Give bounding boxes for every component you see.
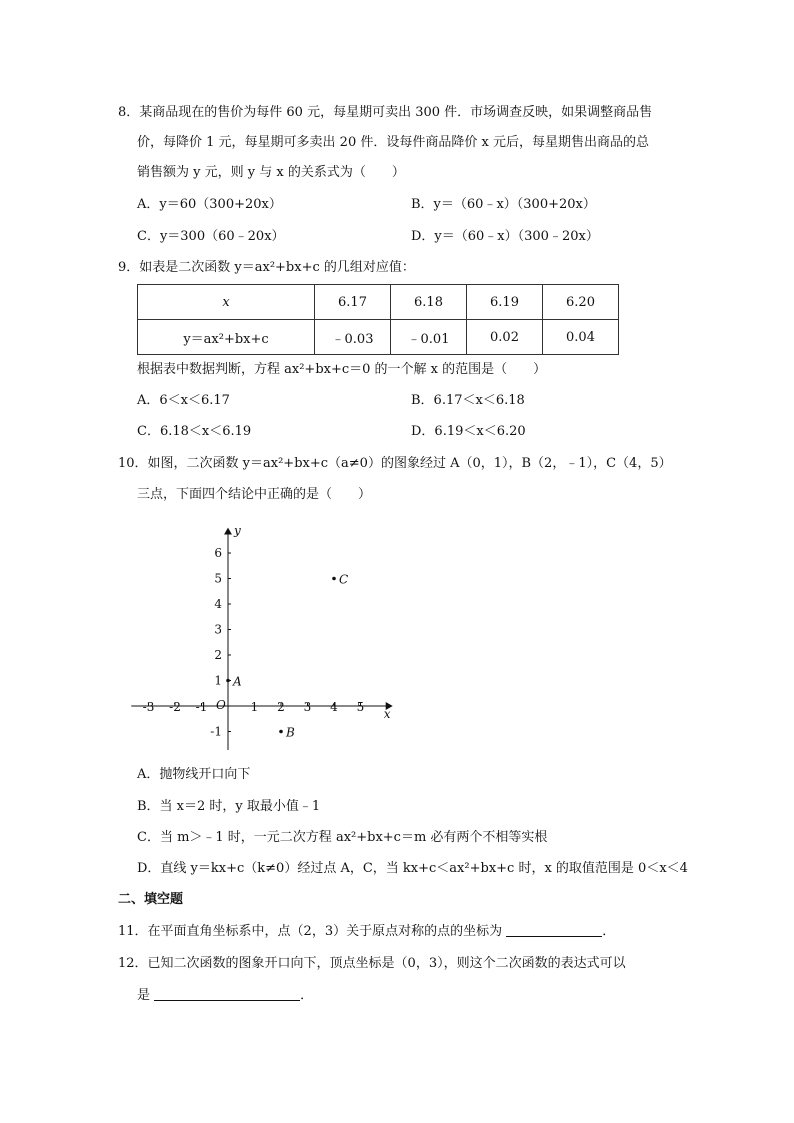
q12-stem-line1: 12．已知二次函数的图象开口向下，顶点坐标是（0，3），则这个二次函数的表达式可以 — [118, 956, 626, 971]
q10-option-c: C．当 m＞﹣1 时，一元二次方程 ax²+bx+c＝m 必有两个不相等实根 — [137, 830, 548, 845]
q11-text: 11．在平面直角坐标系中，点（2，3）关于原点对称的点的坐标为 — [118, 924, 503, 939]
q8-stem-line1: 8．某商品现在的售价为每件 60 元，每星期可卖出 300 件．市场调查反映，如果调整商品售 — [118, 105, 653, 120]
y-tick-label: 4 — [214, 597, 222, 611]
y-tick-label: 3 — [214, 622, 222, 637]
x-tick-label: 1 — [250, 700, 259, 714]
table-cell: 0.04 — [543, 320, 619, 355]
x-tick-label: 4 — [330, 700, 338, 714]
q10-option-a: A．抛物线开口向下 — [137, 767, 251, 782]
q8-option-b: B．y＝（60﹣x）（300+20x） — [411, 197, 596, 212]
table-cell: 6.18 — [391, 285, 467, 320]
table-cell: ﹣0.03 — [315, 320, 391, 355]
q10-stem-line1: 10．如图，二次函数 y＝ax²+bx+c（a≠0）的图象经过 A（0，1），B（2，﹣1），C（4，5） — [118, 456, 672, 471]
q8-option-a: A．y＝60（300+20x） — [137, 197, 282, 212]
section-heading-fill-in: 二、填空题 — [118, 892, 184, 907]
point-b — [279, 730, 283, 734]
q12-text: 是 — [137, 988, 151, 1003]
x-tick-label: 3 — [303, 700, 312, 714]
q11-stem — [118, 922, 615, 941]
table-cell: x — [138, 285, 315, 320]
x-axis-label: x — [383, 707, 391, 721]
table-cell: 6.19 — [467, 285, 543, 320]
q8-option-c: C．y＝300（60﹣20x） — [137, 229, 285, 244]
x-tick-label: -3 — [142, 700, 155, 714]
q12-end: ． — [300, 988, 314, 1003]
q8-stem-line2: 价，每降价 1 元，每星期可多卖出 20 件．设每件商品降价 x 元后，每星期售出商品的总 — [137, 135, 649, 150]
q10-option-b: B．当 x＝2 时，y 取最小值﹣1 — [137, 799, 321, 814]
q9-stem: 9．如表是二次函数 y＝ax²+bx+c 的几组对应值： — [118, 260, 415, 275]
q10-coordinate-graph — [130, 510, 410, 750]
origin-label: O — [216, 698, 226, 712]
q9-value-table — [137, 284, 619, 355]
x-tick-label: 5 — [356, 700, 365, 714]
point-group — [226, 573, 348, 740]
point-label-a: A — [233, 674, 242, 689]
q8-stem-line3: 销售额为 y 元，则 y 与 x 的关系式为（ ） — [137, 165, 405, 180]
x-tick-label: 2 — [277, 700, 285, 714]
q11-end: ． — [602, 924, 616, 939]
q9-option-b: B．6.17＜x＜6.18 — [411, 393, 525, 408]
point-label-c: C — [339, 572, 349, 587]
point-c — [332, 577, 336, 581]
q9-question: 根据表中数据判断，方程 ax²+bx+c＝0 的一个解 x 的范围是（ ） — [137, 362, 547, 377]
point-a — [226, 679, 230, 683]
table-row — [138, 320, 619, 355]
q8-option-d: D．y＝（60﹣x）（300﹣20x） — [411, 229, 599, 244]
q9-option-d: D．6.19＜x＜6.20 — [411, 424, 526, 439]
y-tick-label: 5 — [214, 571, 222, 586]
y-tick-label: 6 — [214, 546, 222, 560]
q10-stem-line2: 三点，下面四个结论中正确的是（ ） — [137, 487, 372, 502]
y-tick-label: 1 — [214, 673, 222, 688]
y-tick-label: -1 — [210, 724, 222, 739]
q9-option-a: A．6＜x＜6.17 — [137, 393, 230, 408]
table-cell: 0.02 — [467, 320, 543, 355]
q12-stem-line2 — [137, 986, 313, 1005]
q12-answer-blank[interactable] — [154, 986, 300, 1001]
x-tick-group — [143, 700, 365, 714]
y-axis-label: y — [234, 523, 241, 538]
table-cell: 6.17 — [315, 285, 391, 320]
table-cell: ﹣0.01 — [391, 320, 467, 355]
table-row — [138, 285, 619, 320]
point-label-b: B — [286, 725, 295, 740]
q10-option-d: D．直线 y＝kx+c（k≠0）经过点 A，C，当 kx+c＜ax²+bx+c 时，x 的取值范围是 0＜x＜4 — [137, 861, 688, 876]
x-tick-label: -1 — [195, 700, 208, 714]
q11-answer-blank[interactable] — [506, 922, 602, 937]
table-cell: y＝ax²+bx+c — [138, 320, 315, 355]
y-tick-label: 2 — [214, 648, 222, 662]
x-tick-label: -2 — [169, 700, 181, 714]
table-cell: 6.20 — [543, 285, 619, 320]
q9-option-c: C．6.18＜x＜6.19 — [137, 424, 252, 439]
